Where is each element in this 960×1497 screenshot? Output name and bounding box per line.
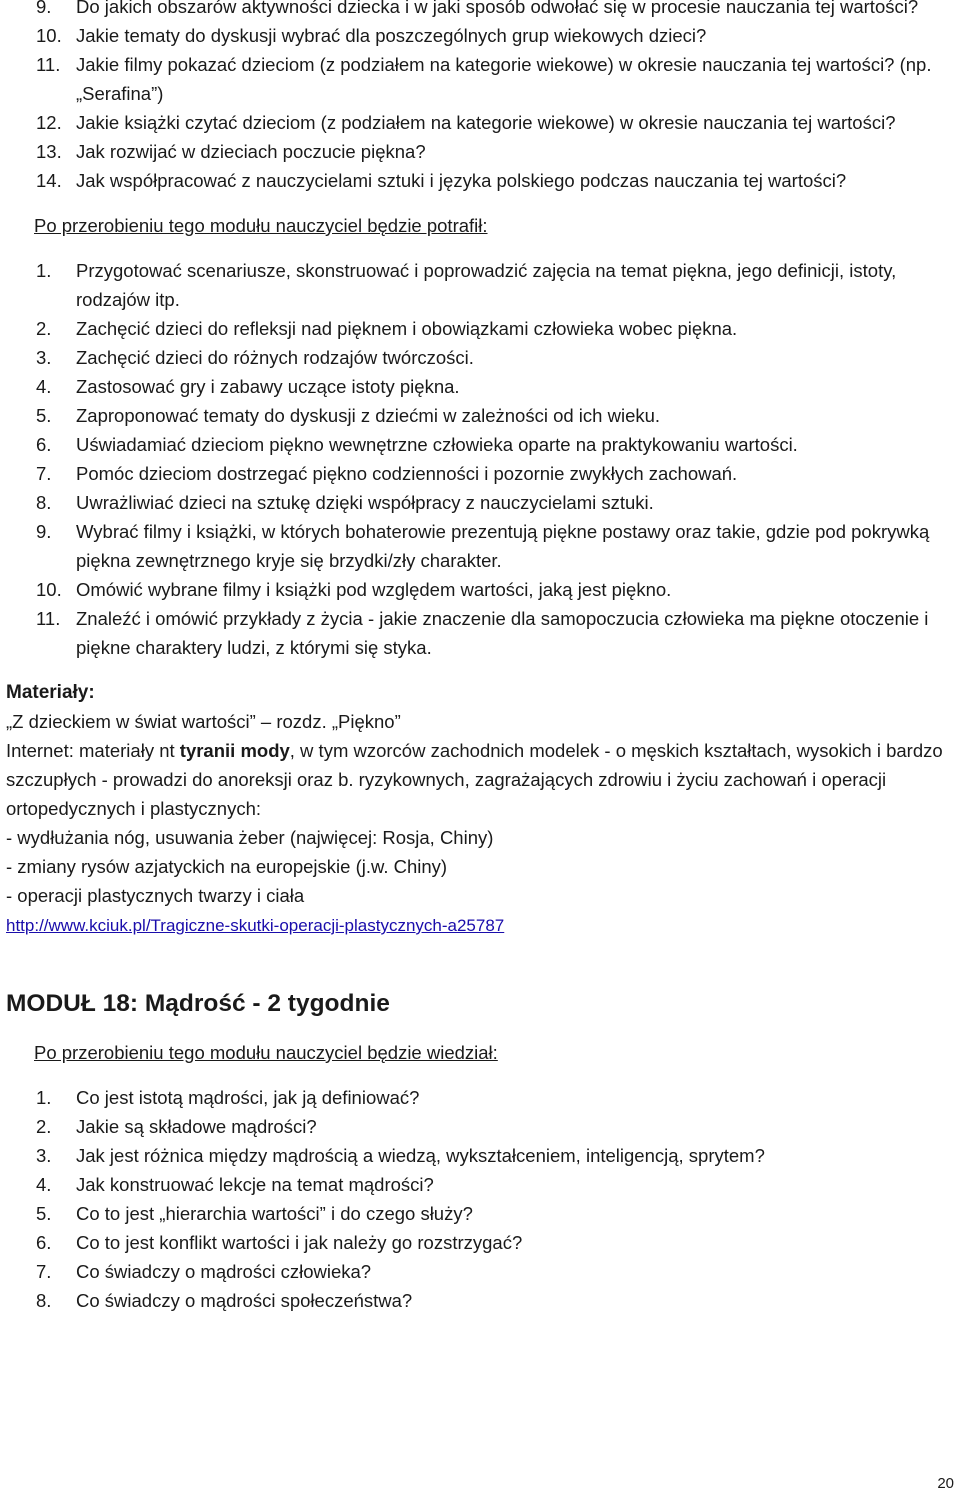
materials-title: Materiały:: [6, 682, 95, 703]
list-item: [0, 1083, 960, 1112]
list-item: [0, 430, 960, 459]
list-number: 3.: [36, 1145, 52, 1166]
list-number: 6.: [36, 434, 52, 455]
list-number: 13.: [36, 141, 62, 162]
list-text: Zaproponować tematy do dyskusji z dziećmi w zależności od ich wieku.: [76, 405, 661, 426]
list-text: Jak współpracować z nauczycielami sztuki i języka polskiego podczas nauczania tej wartości?: [76, 170, 847, 191]
list-text: Co to jest „hierarchia wartości” i do czego służy?: [76, 1203, 473, 1224]
list-item: [0, 1199, 960, 1228]
list-number: 11.: [36, 608, 61, 629]
list-number: 10.: [36, 25, 62, 46]
list-item: [0, 0, 960, 21]
internet-bold-phrase: tyranii mody: [179, 740, 290, 761]
list-text: Co świadczy o mądrości społeczeństwa?: [76, 1290, 413, 1311]
list-number: 9.: [36, 0, 52, 17]
list-item: [0, 314, 960, 343]
list-text: Znaleźć i omówić przykłady z życia - jakie znaczenie dla samopoczucia człowieka ma piękne otoczenie i piękne charaktery ludzi, z którymi się styka.: [76, 608, 929, 658]
list-text: Omówić wybrane filmy i książki pod względem wartości, jaką jest piękno.: [76, 579, 672, 600]
list-item: [0, 1170, 960, 1199]
materials-internet: [6, 736, 960, 823]
list-text: Uświadamiać dzieciom piękno wewnętrzne człowieka oparte na praktykowaniu wartości.: [76, 434, 798, 455]
list-item: [0, 517, 960, 575]
page-number: 20: [937, 1475, 954, 1492]
list-text: Pomóc dzieciom dostrzegać piękno codzienności i pozornie zwykłych zachowań.: [76, 463, 738, 484]
list-text: Jakie są składowe mądrości?: [76, 1116, 317, 1137]
list-text: Zachęcić dzieci do różnych rodzajów twórczości.: [76, 347, 474, 368]
list-text: Co jest istotą mądrości, jak ją definiować?: [76, 1087, 420, 1108]
materials-book: „Z dzieckiem w świat wartości” – rozdz. „Piękno”: [6, 711, 401, 732]
list-number: 7.: [36, 463, 52, 484]
list-text: Jak rozwijać w dzieciach poczucie piękna?: [76, 141, 426, 162]
list-number: 1.: [36, 1087, 52, 1108]
list-number: 5.: [36, 405, 52, 426]
list-text: Przygotować scenariusze, skonstruować i poprowadzić zajęcia na temat piękna, jego definicji, istoty, rodzajów itp.: [76, 260, 897, 310]
list-number: 12.: [36, 112, 62, 133]
list-text: Jakie filmy pokazać dzieciom (z podziałem na kategorie wiekowe) w okresie nauczania tej wartości? (np. „Serafina”): [76, 54, 932, 104]
potrafil-heading: Po przerobieniu tego modułu nauczyciel będzie potrafił:: [34, 215, 488, 236]
materials-section: [0, 678, 960, 940]
list-text: Co to jest konflikt wartości i jak należy go rozstrzygać?: [76, 1232, 523, 1253]
list-item: [0, 137, 960, 166]
list-text: Co świadczy o mądrości człowieka?: [76, 1261, 372, 1282]
list-item: [0, 1112, 960, 1141]
list-number: 2.: [36, 318, 52, 339]
list-text: Zastosować gry i zabawy uczące istoty piękna.: [76, 376, 460, 397]
list-number: 10.: [36, 579, 62, 600]
list-item: [0, 50, 960, 108]
list-item: [0, 575, 960, 604]
list-item: [0, 1257, 960, 1286]
list-text: Jak jest różnica między mądrością a wiedzą, wykształceniem, inteligencją, sprytem?: [76, 1145, 765, 1166]
list-item: [0, 21, 960, 50]
skills-list: [0, 256, 960, 662]
list-item: [0, 166, 960, 195]
list-text: Wybrać filmy i książki, w których bohaterowie prezentują piękne postawy oraz takie, gdzie pod pokrywką piękna zewnętrznego kryje się brzydki/zły charakter.: [76, 521, 930, 571]
list-number: 3.: [36, 347, 52, 368]
list-item: [0, 1286, 960, 1315]
wiedzial-heading: Po przerobieniu tego modułu nauczyciel będzie wiedział:: [34, 1042, 498, 1063]
internet-prefix: Internet: materiały nt: [6, 740, 180, 761]
list-number: 4.: [36, 1174, 52, 1195]
list-number: 8.: [36, 492, 52, 513]
materials-bullet: - wydłużania nóg, usuwania żeber (najwięcej: Rosja, Chiny): [6, 827, 494, 848]
list-number: 5.: [36, 1203, 52, 1224]
list-item: [0, 1228, 960, 1257]
module-title: MODUŁ 18: Mądrość - 2 tygodnie: [6, 990, 390, 1017]
list-text: Uwrażliwiać dzieci na sztukę dzięki współpracy z nauczycielami sztuki.: [76, 492, 654, 513]
list-item: [0, 1141, 960, 1170]
list-number: 2.: [36, 1116, 52, 1137]
list-text: Jakie tematy do dyskusji wybrać dla poszczególnych grup wiekowych dzieci?: [76, 25, 707, 46]
list-number: 4.: [36, 376, 52, 397]
list-item: [0, 459, 960, 488]
list-item: [0, 604, 960, 662]
question-list-top: [0, 0, 960, 195]
list-number: 1.: [36, 260, 52, 281]
list-number: 14.: [36, 170, 62, 191]
list-text: Do jakich obszarów aktywności dziecka i w jaki sposób odwołać się w procesie nauczania tej wartości?: [76, 0, 919, 17]
list-item: [0, 343, 960, 372]
knowledge-list: [0, 1083, 960, 1315]
list-item: [0, 108, 960, 137]
list-item: [0, 488, 960, 517]
list-text: Zachęcić dzieci do refleksji nad pięknem i obowiązkami człowieka wobec piękna.: [76, 318, 738, 339]
list-item: [0, 372, 960, 401]
list-number: 11.: [36, 54, 61, 75]
list-item: [0, 401, 960, 430]
list-number: 9.: [36, 521, 52, 542]
list-item: [0, 256, 960, 314]
list-text: Jakie książki czytać dzieciom (z podziałem na kategorie wiekowe) w okresie nauczania tej wartości?: [76, 112, 896, 133]
list-number: 8.: [36, 1290, 52, 1311]
materials-bullet: - operacji plastycznych twarzy i ciała: [6, 885, 305, 906]
list-number: 7.: [36, 1261, 52, 1282]
materials-bullet: - zmiany rysów azjatyckich na europejskie (j.w. Chiny): [6, 856, 448, 877]
list-text: Jak konstruować lekcje na temat mądrości?: [76, 1174, 434, 1195]
internet-description: , w tym wzorców zachodnich modelek - o męskich kształtach, wysokich i bardzo szczupłych - prowadzi do anoreksji oraz b. ryzykownych, zagrażających zdrowiu i życiu zachowań i operacji ortopedycznych i plastycznych:: [6, 740, 943, 819]
materials-link[interactable]: http://www.kciuk.pl/Tragiczne-skutki-operacji-plastycznych-a25787: [6, 916, 505, 935]
list-number: 6.: [36, 1232, 52, 1253]
